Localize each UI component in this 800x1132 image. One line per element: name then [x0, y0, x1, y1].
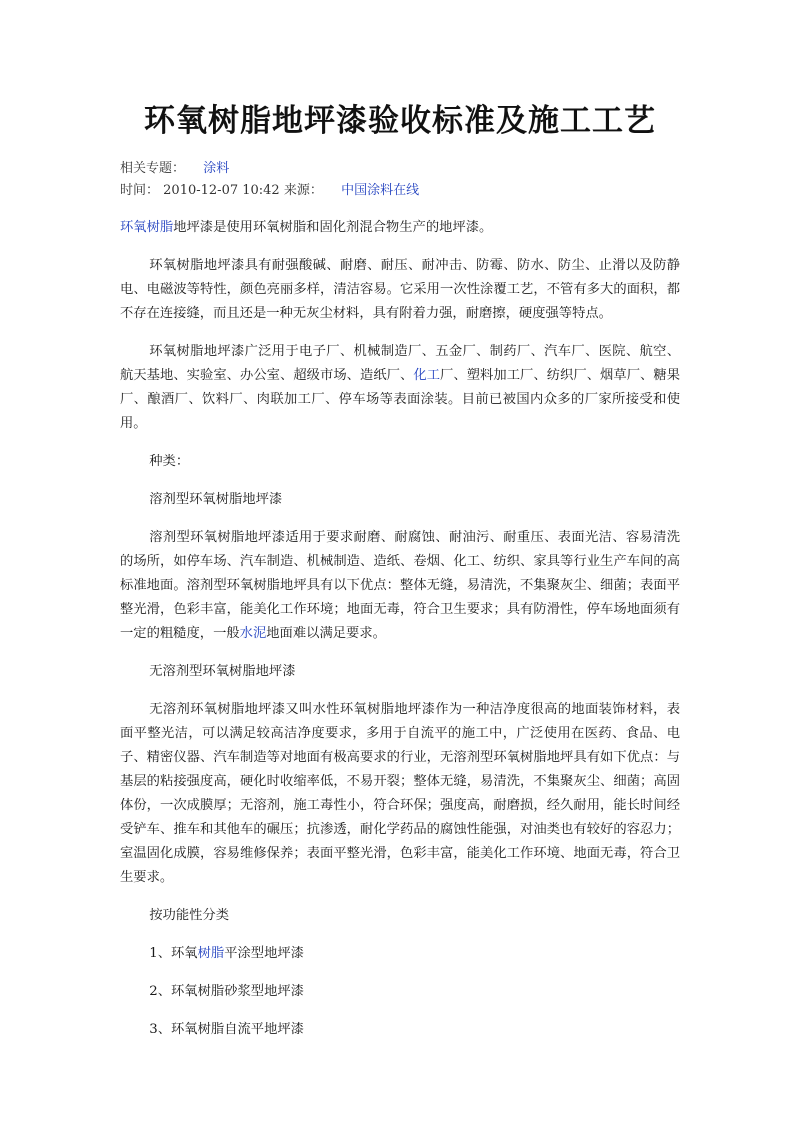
- solvent-text-after: 地面难以满足要求。: [266, 626, 386, 641]
- solventless-paragraph: 无溶剂环氧树脂地坪漆又叫水性环氧树脂地坪漆作为一种洁净度很高的地面装饰材料，表面平整光洁，可以满足较高洁净度要求，多用于自流平的施工中，广泛使用在医药、食品、电子、精密仪器、汽车制造等对地面有极高要求的行业，无溶剂型环氧树脂地坪具有如下优点：与基层的粘接强度高，硬化时收缩率低，不易开裂；整体无缝，易清洗，不集聚灰尘、细菌；高固体份，一次成膜厚；无溶剂，施工毒性小，符合环保；强度高，耐磨损，经久耐用，能长时间经受铲车、推车和其他车的碾压；抗渗透，耐化学药品的腐蚀性能强，对油类也有较好的容忍力；室温固化成膜，容易维修保养；表面平整光滑，色彩丰富，能美化工作环境、地面无毒，符合卫生要求。: [120, 702, 680, 885]
- applications-text-after: 厂、塑料加工厂、纺织厂、烟草厂、糖果厂、酿酒厂、饮料厂、肉联加工厂、停车场等表面涂装。目前已被国内众多的厂家所接受和使用。: [120, 368, 681, 431]
- time-source-line: [120, 180, 680, 202]
- article-meta: [120, 158, 680, 202]
- time-label: 时间：: [120, 183, 160, 198]
- intro-paragraph: [120, 216, 680, 240]
- chemical-link[interactable]: 化工: [413, 368, 441, 383]
- time-value: 2010-12-07 10:42: [163, 183, 280, 198]
- list-item-1-before: 1、环氧: [149, 946, 198, 961]
- topic-label: 相关专题：: [120, 161, 186, 176]
- solvent-heading: 溶剂型环氧树脂地坪漆: [149, 492, 283, 507]
- list-item: [120, 942, 680, 966]
- topic-line: [120, 158, 680, 180]
- features-paragraph: 环氧树脂地坪漆具有耐强酸碱、耐磨、耐压、耐冲击、防霉、防水、防尘、止滑以及防静电、电磁波等特性，颜色亮丽多样，清洁容易。它采用一次性涂覆工艺，不管有多大的面积，都不存在连接缝，而且还是一种无灰尘材料，具有附着力强，耐磨擦，硬度强等特点。: [120, 258, 680, 321]
- list-item: 2、环氧树脂砂浆型地坪漆: [149, 984, 304, 999]
- topic-link[interactable]: 涂料: [203, 161, 230, 176]
- solventless-heading: 无溶剂型环氧树脂地坪漆: [149, 664, 296, 679]
- epoxy-resin-link[interactable]: 环氧树脂: [120, 220, 174, 235]
- article-body: [120, 216, 680, 1042]
- intro-text: 地坪漆是使用环氧树脂和固化剂混合物生产的地坪漆。: [173, 220, 493, 235]
- source-link[interactable]: 中国涂料在线: [341, 183, 420, 198]
- list-item: 3、环氧树脂自流平地坪漆: [149, 1022, 304, 1037]
- solvent-paragraph: [120, 526, 680, 646]
- types-heading: 种类：: [149, 454, 190, 469]
- source-label: 来源：: [283, 183, 323, 198]
- function-heading: 按功能性分类: [149, 908, 230, 923]
- list-item-1-after: 平涂型地坪漆: [224, 946, 304, 961]
- applications-paragraph: [120, 340, 680, 436]
- page-title: 环氧树脂地坪漆验收标准及施工工艺: [144, 103, 656, 139]
- solvent-text-before: 溶剂型环氧树脂地坪漆适用于要求耐磨、耐腐蚀、耐油污、耐重压、表面光洁、容易清洗的场所，如停车场、汽车制造、机械制造、造纸、卷烟、化工、纺织、家具等行业生产车间的高标准地面。溶剂型环氧树脂地坪具有以下优点：整体无缝，易清洗，不集聚灰尘、细菌；表面平整光滑，色彩丰富，能美化工作环境；地面无毒，符合卫生要求；具有防滑性，停车场地面须有一定的粗糙度，一般: [120, 530, 680, 641]
- cement-link[interactable]: 水泥: [239, 626, 267, 641]
- resin-link[interactable]: 树脂: [197, 946, 225, 961]
- applications-text-before: 环氧树脂地坪漆广泛用于电子厂、机械制造厂、五金厂、制药厂、汽车厂、医院、航空、航天基地、实验室、办公室、超级市场、造纸厂、: [120, 344, 680, 383]
